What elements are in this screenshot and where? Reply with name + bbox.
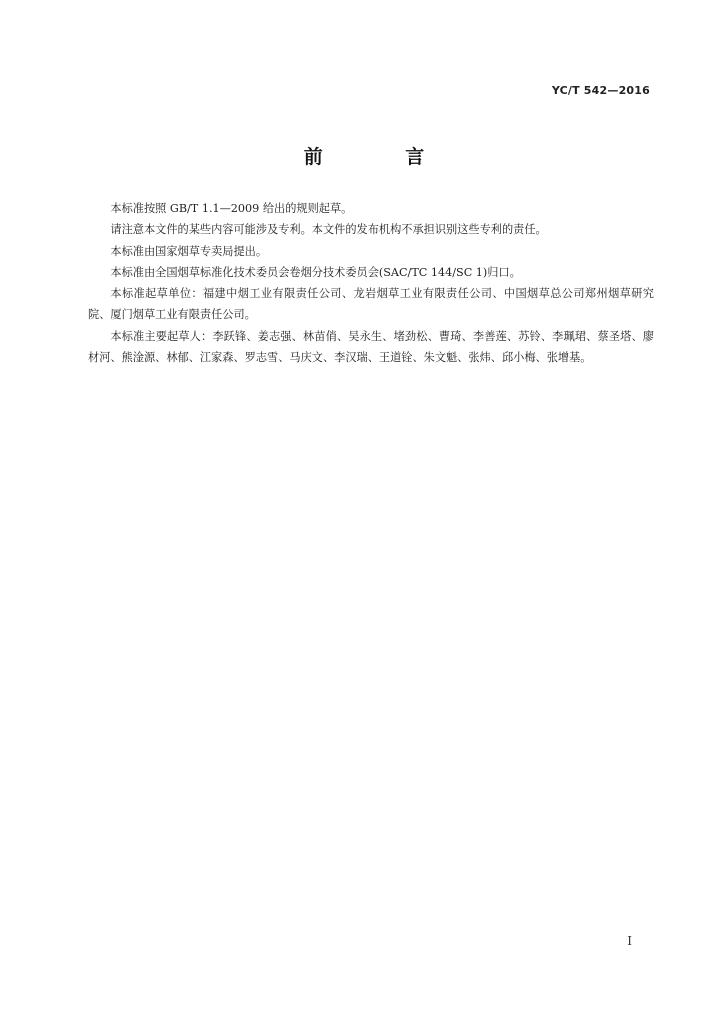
foreword-body [88,198,654,368]
paragraph-responsible-committee: 本标准由全国烟草标准化技术委员会卷烟分技术委员会(SAC/TC 144/SC 1)归口。 [110,265,521,279]
standard-code: YC/T 542—2016 [551,84,650,97]
page-number: I [627,934,632,948]
paragraph-proposer: 本标准由国家烟草专卖局提出。 [110,244,268,258]
paragraph-drafting-rules: 本标准按照 GB/T 1.1—2009 给出的规则起草。 [110,202,353,215]
paragraph-drafters: 本标准主要起草人：李跃锋、姜志强、林苗俏、吴永生、堵劲松、曹琦、李善莲、苏铃、李珮珺、蔡圣塔、廖材河、熊淦源、林郁、江家森、罗志雪、马庆文、李汉瑞、王道铨、朱文魁、张炜、邱小梅、张增基。 [88,329,654,365]
page-title: 前 言 [303,146,463,168]
paragraph-drafting-organizations: 本标准起草单位：福建中烟工业有限责任公司、龙岩烟草工业有限责任公司、中国烟草总公司郑州烟草研究院、厦门烟草工业有限责任公司。 [88,287,654,322]
paragraph-patent-notice: 请注意本文件的某些内容可能涉及专利。本文件的发布机构不承担识别这些专利的责任。 [110,223,547,237]
